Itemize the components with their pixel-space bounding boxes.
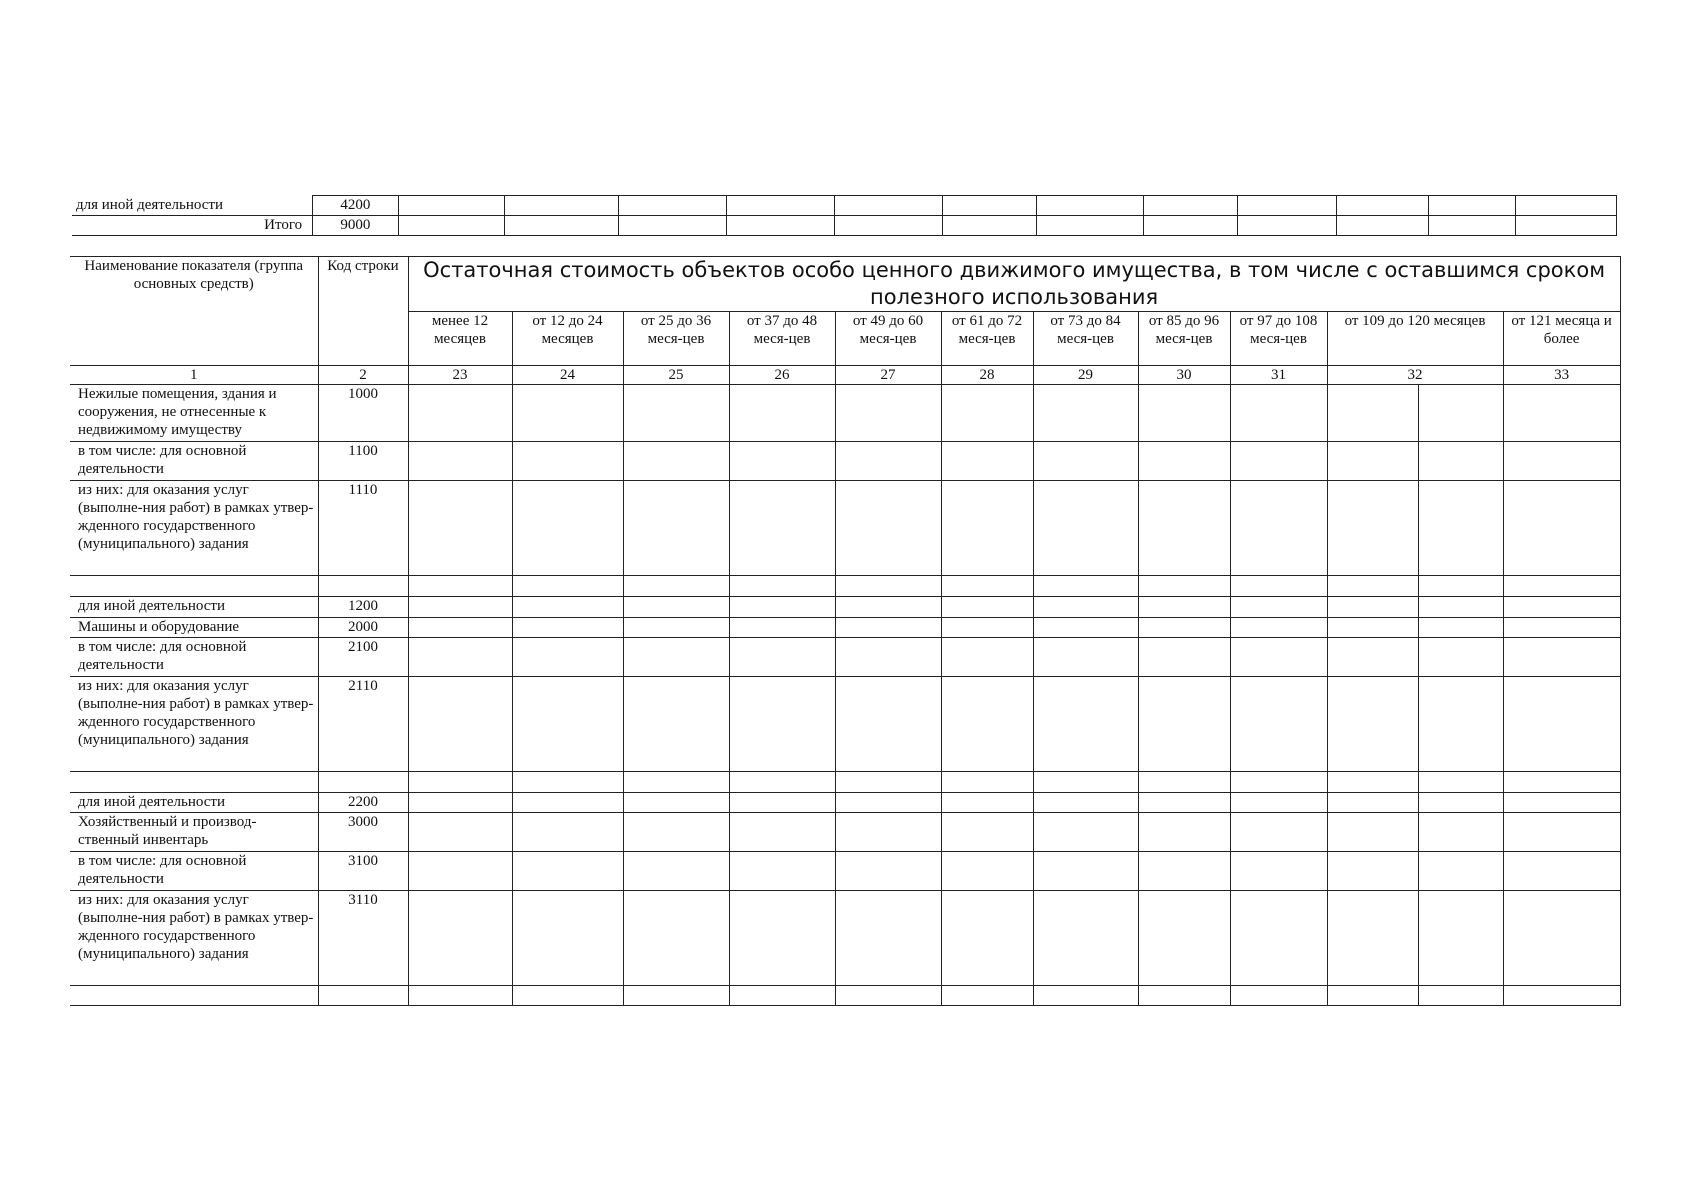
data-cell: [1036, 216, 1143, 236]
data-cell: [941, 772, 1033, 793]
data-cell: [1503, 813, 1620, 852]
data-cell: [941, 813, 1033, 852]
table-row: [70, 813, 1620, 852]
data-cell: [1230, 891, 1327, 986]
subcol-header: от 49 до 60 меся-цев: [835, 312, 941, 366]
data-cell: [835, 891, 941, 986]
data-cell: [1327, 852, 1418, 891]
table-row: [70, 852, 1620, 891]
data-cell: [941, 638, 1033, 677]
data-cell: [1230, 986, 1327, 1006]
data-cell: [1143, 216, 1237, 236]
top-continuation-table: [72, 195, 1617, 236]
data-cell: [1503, 597, 1620, 618]
data-cell: [1033, 481, 1138, 576]
data-cell: [1327, 677, 1418, 772]
data-cell: [408, 385, 512, 442]
row-label: из них: для оказания услуг (выполне-ния работ) в рамках утвер-жденного государственного (муниципального) задания: [70, 891, 318, 986]
data-cell: [1418, 576, 1503, 597]
data-cell: [1033, 442, 1138, 481]
data-cell: [1230, 772, 1327, 793]
data-cell: [408, 481, 512, 576]
data-cell: [1503, 385, 1620, 442]
data-cell: [408, 442, 512, 481]
data-cell: [835, 852, 941, 891]
data-cell: [1033, 638, 1138, 677]
data-cell: [1138, 852, 1230, 891]
data-cell: [408, 772, 512, 793]
data-cell: [1503, 677, 1620, 772]
data-cell: [943, 216, 1037, 236]
data-cell: [398, 216, 504, 236]
data-cell: [729, 597, 835, 618]
data-cell: [1230, 677, 1327, 772]
data-cell: [512, 597, 623, 618]
data-cell: [1418, 986, 1503, 1006]
data-cell: [1033, 793, 1138, 813]
data-cell: [512, 442, 623, 481]
data-cell: [1503, 891, 1620, 986]
data-cell: [729, 638, 835, 677]
data-cell: [941, 442, 1033, 481]
table-row: [70, 638, 1620, 677]
data-cell: [1503, 442, 1620, 481]
data-cell: [1327, 638, 1418, 677]
table-row: [70, 677, 1620, 772]
data-cell: [1138, 638, 1230, 677]
data-cell: [1327, 597, 1418, 618]
data-cell: [726, 196, 834, 216]
data-cell: [623, 618, 729, 638]
table-row: [70, 986, 1620, 1006]
data-cell: [1138, 576, 1230, 597]
row-code: 3100: [318, 852, 408, 891]
column-number: 25: [623, 366, 729, 385]
data-cell: [729, 793, 835, 813]
subcol-header: от 109 до 120 месяцев: [1327, 312, 1503, 366]
column-number: 28: [941, 366, 1033, 385]
column-number: 33: [1503, 366, 1620, 385]
data-cell: [623, 986, 729, 1006]
data-cell: [1138, 618, 1230, 638]
data-cell: [504, 216, 618, 236]
data-cell: [1336, 196, 1429, 216]
table-row: [70, 442, 1620, 481]
data-cell: [408, 852, 512, 891]
data-cell: [1418, 597, 1503, 618]
table-row: [72, 196, 1617, 216]
data-cell: [941, 576, 1033, 597]
row-code: 1200: [318, 597, 408, 618]
data-cell: [1327, 442, 1418, 481]
data-cell: [1515, 216, 1616, 236]
data-cell: [1033, 576, 1138, 597]
data-cell: [398, 196, 504, 216]
row-code: 3000: [318, 813, 408, 852]
data-cell: [729, 677, 835, 772]
data-cell: [1327, 793, 1418, 813]
data-cell: [1327, 481, 1418, 576]
data-cell: [1138, 813, 1230, 852]
data-cell: [512, 677, 623, 772]
data-cell: [1138, 793, 1230, 813]
data-cell: [835, 638, 941, 677]
column-number: 26: [729, 366, 835, 385]
data-cell: [1230, 481, 1327, 576]
data-cell: [1033, 986, 1138, 1006]
data-cell: [512, 618, 623, 638]
data-cell: [1033, 772, 1138, 793]
data-cell: [729, 576, 835, 597]
data-cell: [512, 481, 623, 576]
data-cell: [408, 986, 512, 1006]
data-cell: [835, 576, 941, 597]
data-cell: [1138, 597, 1230, 618]
data-cell: [1033, 385, 1138, 442]
data-cell: [835, 597, 941, 618]
column-number: 23: [408, 366, 512, 385]
data-cell: [1327, 813, 1418, 852]
data-cell: [835, 618, 941, 638]
column-number-row: [70, 366, 1620, 385]
table-row: [70, 481, 1620, 576]
data-cell: [408, 638, 512, 677]
data-cell: [1503, 576, 1620, 597]
data-cell: [835, 793, 941, 813]
row-code: 1000: [318, 385, 408, 442]
table-row: [70, 891, 1620, 986]
data-cell: [1418, 813, 1503, 852]
data-cell: [729, 986, 835, 1006]
data-cell: [623, 385, 729, 442]
data-cell: [835, 677, 941, 772]
row-label: [70, 986, 318, 1006]
table-row: [70, 576, 1620, 597]
data-cell: [512, 793, 623, 813]
row-label: [70, 772, 318, 793]
data-cell: [1418, 677, 1503, 772]
data-cell: [835, 481, 941, 576]
data-cell: [729, 852, 835, 891]
data-cell: [408, 813, 512, 852]
data-cell: [729, 385, 835, 442]
data-cell: [1515, 196, 1616, 216]
data-cell: [512, 891, 623, 986]
row-code: 4200: [313, 196, 399, 216]
data-cell: [1230, 576, 1327, 597]
data-cell: [623, 576, 729, 597]
subcol-header: менее 12 месяцев: [408, 312, 512, 366]
row-code: [318, 772, 408, 793]
data-cell: [1327, 772, 1418, 793]
data-cell: [1418, 481, 1503, 576]
data-cell: [1327, 618, 1418, 638]
data-cell: [729, 813, 835, 852]
data-cell: [623, 481, 729, 576]
data-cell: [835, 772, 941, 793]
data-cell: [1230, 852, 1327, 891]
data-cell: [941, 597, 1033, 618]
row-label: в том числе: для основной деятельности: [70, 638, 318, 677]
data-cell: [512, 986, 623, 1006]
row-code: 2000: [318, 618, 408, 638]
data-cell: [618, 216, 726, 236]
table-row: [70, 772, 1620, 793]
row-label: для иной деятельности: [72, 196, 313, 216]
data-cell: [1237, 216, 1336, 236]
data-cell: [408, 576, 512, 597]
data-cell: [1429, 216, 1516, 236]
data-cell: [1418, 891, 1503, 986]
row-label: Машины и оборудование: [70, 618, 318, 638]
data-cell: [1138, 442, 1230, 481]
row-code: 2100: [318, 638, 408, 677]
data-cell: [1033, 597, 1138, 618]
data-cell: [618, 196, 726, 216]
data-cell: [1138, 385, 1230, 442]
column-number: 27: [835, 366, 941, 385]
data-cell: [941, 793, 1033, 813]
data-cell: [1036, 196, 1143, 216]
table-row: [70, 597, 1620, 618]
data-cell: [1138, 772, 1230, 793]
data-cell: [729, 772, 835, 793]
data-cell: [1033, 852, 1138, 891]
row-code: 2110: [318, 677, 408, 772]
data-cell: [623, 772, 729, 793]
data-cell: [623, 813, 729, 852]
row-label: из них: для оказания услуг (выполне-ния работ) в рамках утвер-жденного государственного (муниципального) задания: [70, 677, 318, 772]
data-cell: [1503, 793, 1620, 813]
data-cell: [729, 442, 835, 481]
column-number: 1: [70, 366, 318, 385]
data-cell: [1429, 196, 1516, 216]
data-cell: [1138, 986, 1230, 1006]
data-cell: [408, 618, 512, 638]
data-cell: [1418, 618, 1503, 638]
row-code: [318, 576, 408, 597]
data-cell: [941, 385, 1033, 442]
column-number: 32: [1327, 366, 1503, 385]
subcol-header: от 37 до 48 меся-цев: [729, 312, 835, 366]
row-code: 3110: [318, 891, 408, 986]
data-cell: [1230, 385, 1327, 442]
data-cell: [835, 813, 941, 852]
data-cell: [1418, 385, 1503, 442]
data-cell: [623, 677, 729, 772]
row-label: [70, 576, 318, 597]
data-cell: [623, 597, 729, 618]
data-cell: [1336, 216, 1429, 236]
data-cell: [1418, 442, 1503, 481]
table-row: [70, 618, 1620, 638]
column-number: 30: [1138, 366, 1230, 385]
row-code: 1100: [318, 442, 408, 481]
data-cell: [408, 677, 512, 772]
residual-value-table: [70, 256, 1621, 1006]
data-cell: [835, 986, 941, 1006]
data-cell: [623, 852, 729, 891]
name-column-header: Наименование показателя (группа основных средств): [70, 257, 318, 366]
subcol-header: от 97 до 108 меся-цев: [1230, 312, 1327, 366]
table-row: [70, 385, 1620, 442]
data-cell: [1503, 772, 1620, 793]
data-cell: [408, 793, 512, 813]
header-row: [70, 257, 1620, 312]
data-cell: [512, 772, 623, 793]
data-cell: [1143, 196, 1237, 216]
data-cell: [1033, 677, 1138, 772]
row-code: 2200: [318, 793, 408, 813]
subcol-header: от 85 до 96 меся-цев: [1138, 312, 1230, 366]
data-cell: [1230, 793, 1327, 813]
data-cell: [941, 986, 1033, 1006]
data-cell: [1033, 891, 1138, 986]
data-cell: [943, 196, 1037, 216]
data-cell: [726, 216, 834, 236]
data-cell: [1503, 481, 1620, 576]
row-label: из них: для оказания услуг (выполне-ния работ) в рамках утвер-жденного государственного (муниципального) задания: [70, 481, 318, 576]
data-cell: [408, 891, 512, 986]
data-cell: [623, 793, 729, 813]
data-cell: [729, 891, 835, 986]
data-cell: [941, 891, 1033, 986]
data-cell: [835, 196, 943, 216]
column-number: 29: [1033, 366, 1138, 385]
data-cell: [1237, 196, 1336, 216]
column-number: 2: [318, 366, 408, 385]
data-cell: [512, 813, 623, 852]
data-cell: [1327, 385, 1418, 442]
column-number: 31: [1230, 366, 1327, 385]
data-cell: [941, 677, 1033, 772]
table-row: [72, 216, 1617, 236]
data-cell: [1418, 852, 1503, 891]
data-cell: [1503, 618, 1620, 638]
row-label: Хозяйственный и производ-ственный инвентарь: [70, 813, 318, 852]
data-cell: [835, 385, 941, 442]
subcol-header: от 73 до 84 меся-цев: [1033, 312, 1138, 366]
data-cell: [504, 196, 618, 216]
data-cell: [1230, 618, 1327, 638]
data-cell: [1138, 677, 1230, 772]
subcol-header: от 121 месяца и более: [1503, 312, 1620, 366]
data-cell: [1418, 638, 1503, 677]
data-cell: [835, 216, 943, 236]
data-cell: [1230, 813, 1327, 852]
data-cell: [1138, 481, 1230, 576]
data-cell: [1503, 638, 1620, 677]
main-title-header: Остаточная стоимость объектов особо ценного движимого имущества, в том числе с оставшимся сроком полезного использования: [408, 257, 1620, 312]
data-cell: [512, 852, 623, 891]
row-code: 9000: [313, 216, 399, 236]
row-label: для иной деятельности: [70, 597, 318, 618]
row-label: в том числе: для основной деятельности: [70, 852, 318, 891]
data-cell: [729, 618, 835, 638]
data-cell: [1327, 986, 1418, 1006]
data-cell: [512, 385, 623, 442]
row-label: в том числе: для основной деятельности: [70, 442, 318, 481]
data-cell: [1230, 638, 1327, 677]
row-code: [318, 986, 408, 1006]
data-cell: [1033, 813, 1138, 852]
data-cell: [1503, 852, 1620, 891]
data-cell: [835, 442, 941, 481]
data-cell: [941, 852, 1033, 891]
data-cell: [1230, 442, 1327, 481]
subcol-header: от 61 до 72 меся-цев: [941, 312, 1033, 366]
data-cell: [1327, 576, 1418, 597]
data-cell: [623, 442, 729, 481]
data-cell: [623, 638, 729, 677]
data-cell: [1503, 986, 1620, 1006]
subcol-header: от 25 до 36 меся-цев: [623, 312, 729, 366]
subcol-header: от 12 до 24 месяцев: [512, 312, 623, 366]
code-column-header: Код строки: [318, 257, 408, 366]
table-row: [70, 793, 1620, 813]
row-label: Нежилые помещения, здания и сооружения, не отнесенные к недвижимому имуществу: [70, 385, 318, 442]
data-cell: [512, 638, 623, 677]
column-number: 24: [512, 366, 623, 385]
data-cell: [623, 891, 729, 986]
data-cell: [729, 481, 835, 576]
data-cell: [1418, 793, 1503, 813]
data-cell: [512, 576, 623, 597]
row-code: 1110: [318, 481, 408, 576]
data-cell: [1138, 891, 1230, 986]
data-cell: [1230, 597, 1327, 618]
data-cell: [408, 597, 512, 618]
data-cell: [1327, 891, 1418, 986]
data-cell: [941, 481, 1033, 576]
data-cell: [941, 618, 1033, 638]
data-cell: [1033, 618, 1138, 638]
data-cell: [1418, 772, 1503, 793]
row-label: Итого: [72, 216, 313, 236]
row-label: для иной деятельности: [70, 793, 318, 813]
